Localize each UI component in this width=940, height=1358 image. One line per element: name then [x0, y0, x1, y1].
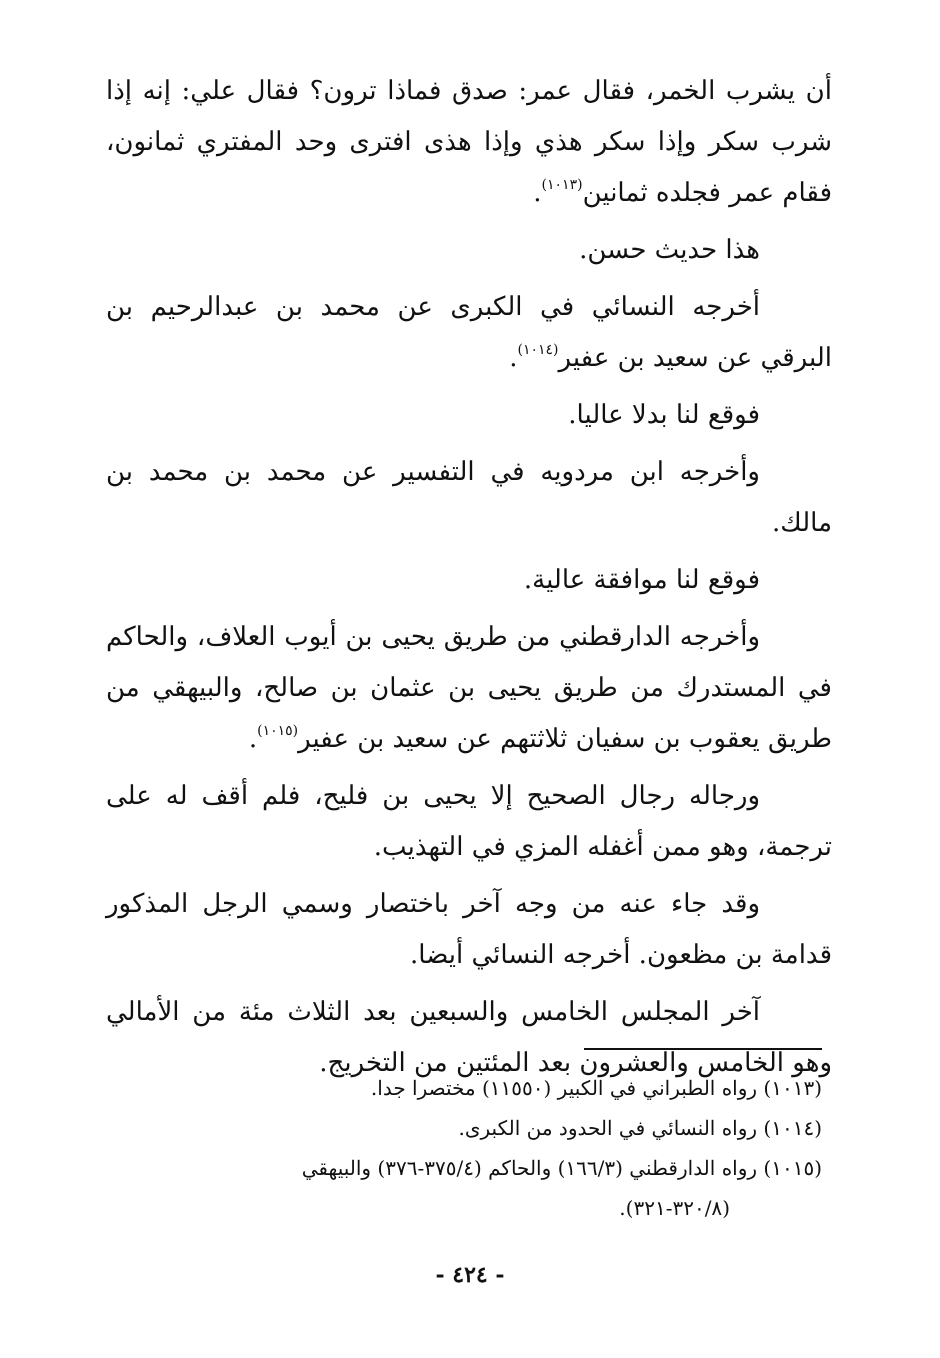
- paragraph-8: ورجاله رجال الصحيح إلا يحيى بن فليح، فلم أقف له على ترجمة، وهو ممن أغفله المزي في التهذيب.: [106, 781, 832, 862]
- footnote-1015: (١٠١٥) رواه الدارقطني (١٦٦/٣) والحاكم (٣٧٥/٤-٣٧٦) والبيهقي: [301, 1156, 822, 1180]
- main-text: [106, 66, 832, 1095]
- footnote-1014: (١٠١٤) رواه النسائي في الحدود من الكبرى.: [458, 1116, 822, 1140]
- paragraph-3: [106, 282, 832, 384]
- paragraph-7-end: .: [248, 724, 258, 754]
- footnote-ref-1013: (١٠١٣): [541, 177, 583, 193]
- page-number: - ٤٢٤ -: [435, 1262, 505, 1288]
- paragraph-7: [106, 612, 832, 765]
- paragraph-4: فوقع لنا بدلا عاليا.: [568, 400, 760, 430]
- paragraph-1-text: أن يشرب الخمر، فقال عمر: صدق فماذا ترون؟ فقال علي: إنه إذا شرب سكر وإذا سكر هذي وإذا هذى افترى وحد المفتري ثمانون، فقام عمر فجلده ثمانين: [106, 76, 832, 208]
- paragraph-3-text: أخرجه النسائي في الكبرى عن محمد بن عبدالرحيم بن البرقي عن سعيد بن عفير: [106, 292, 832, 373]
- footnote-1013: (١٠١٣) رواه الطبراني في الكبير (١١٥٥٠) مختصرا جدا.: [370, 1076, 822, 1100]
- paragraph-7-text: وأخرجه الدارقطني من طريق يحيى بن أيوب العلاف، والحاكم في المستدرك من طريق يحيى بن عثمان بن صالح، والبيهقي من طريق يعقوب بن سفيان ثلاثتهم عن سعيد بن عفير: [106, 622, 832, 754]
- paragraph-10: آخر المجلس الخامس والسبعين بعد الثلاث مئة من الأمالي وهو الخامس والعشرون بعد المئتين من التخريج.: [106, 997, 832, 1078]
- paragraph-1: [106, 66, 832, 219]
- paragraph-3-end: .: [509, 343, 518, 373]
- footnote-separator: [584, 1048, 822, 1050]
- paragraph-1-end: .: [533, 178, 542, 208]
- footnote-ref-1014: (١٠١٤): [517, 342, 559, 358]
- paragraph-5: وأخرجه ابن مردويه في التفسير عن محمد بن محمد بن مالك.: [106, 457, 832, 538]
- paragraph-6: فوقع لنا موافقة عالية.: [523, 565, 760, 595]
- footnotes: [112, 1068, 822, 1228]
- paragraph-2: هذا حديث حسن.: [579, 235, 760, 265]
- footnote-ref-1015: (١٠١٥): [257, 723, 299, 739]
- footnote-1015-continuation: (٣٢٠/٨-٣٢١).: [619, 1196, 730, 1220]
- paragraph-9: وقد جاء عنه من وجه آخر باختصار وسمي الرجل المذكور قدامة بن مظعون. أخرجه النسائي أيضا.: [106, 889, 832, 970]
